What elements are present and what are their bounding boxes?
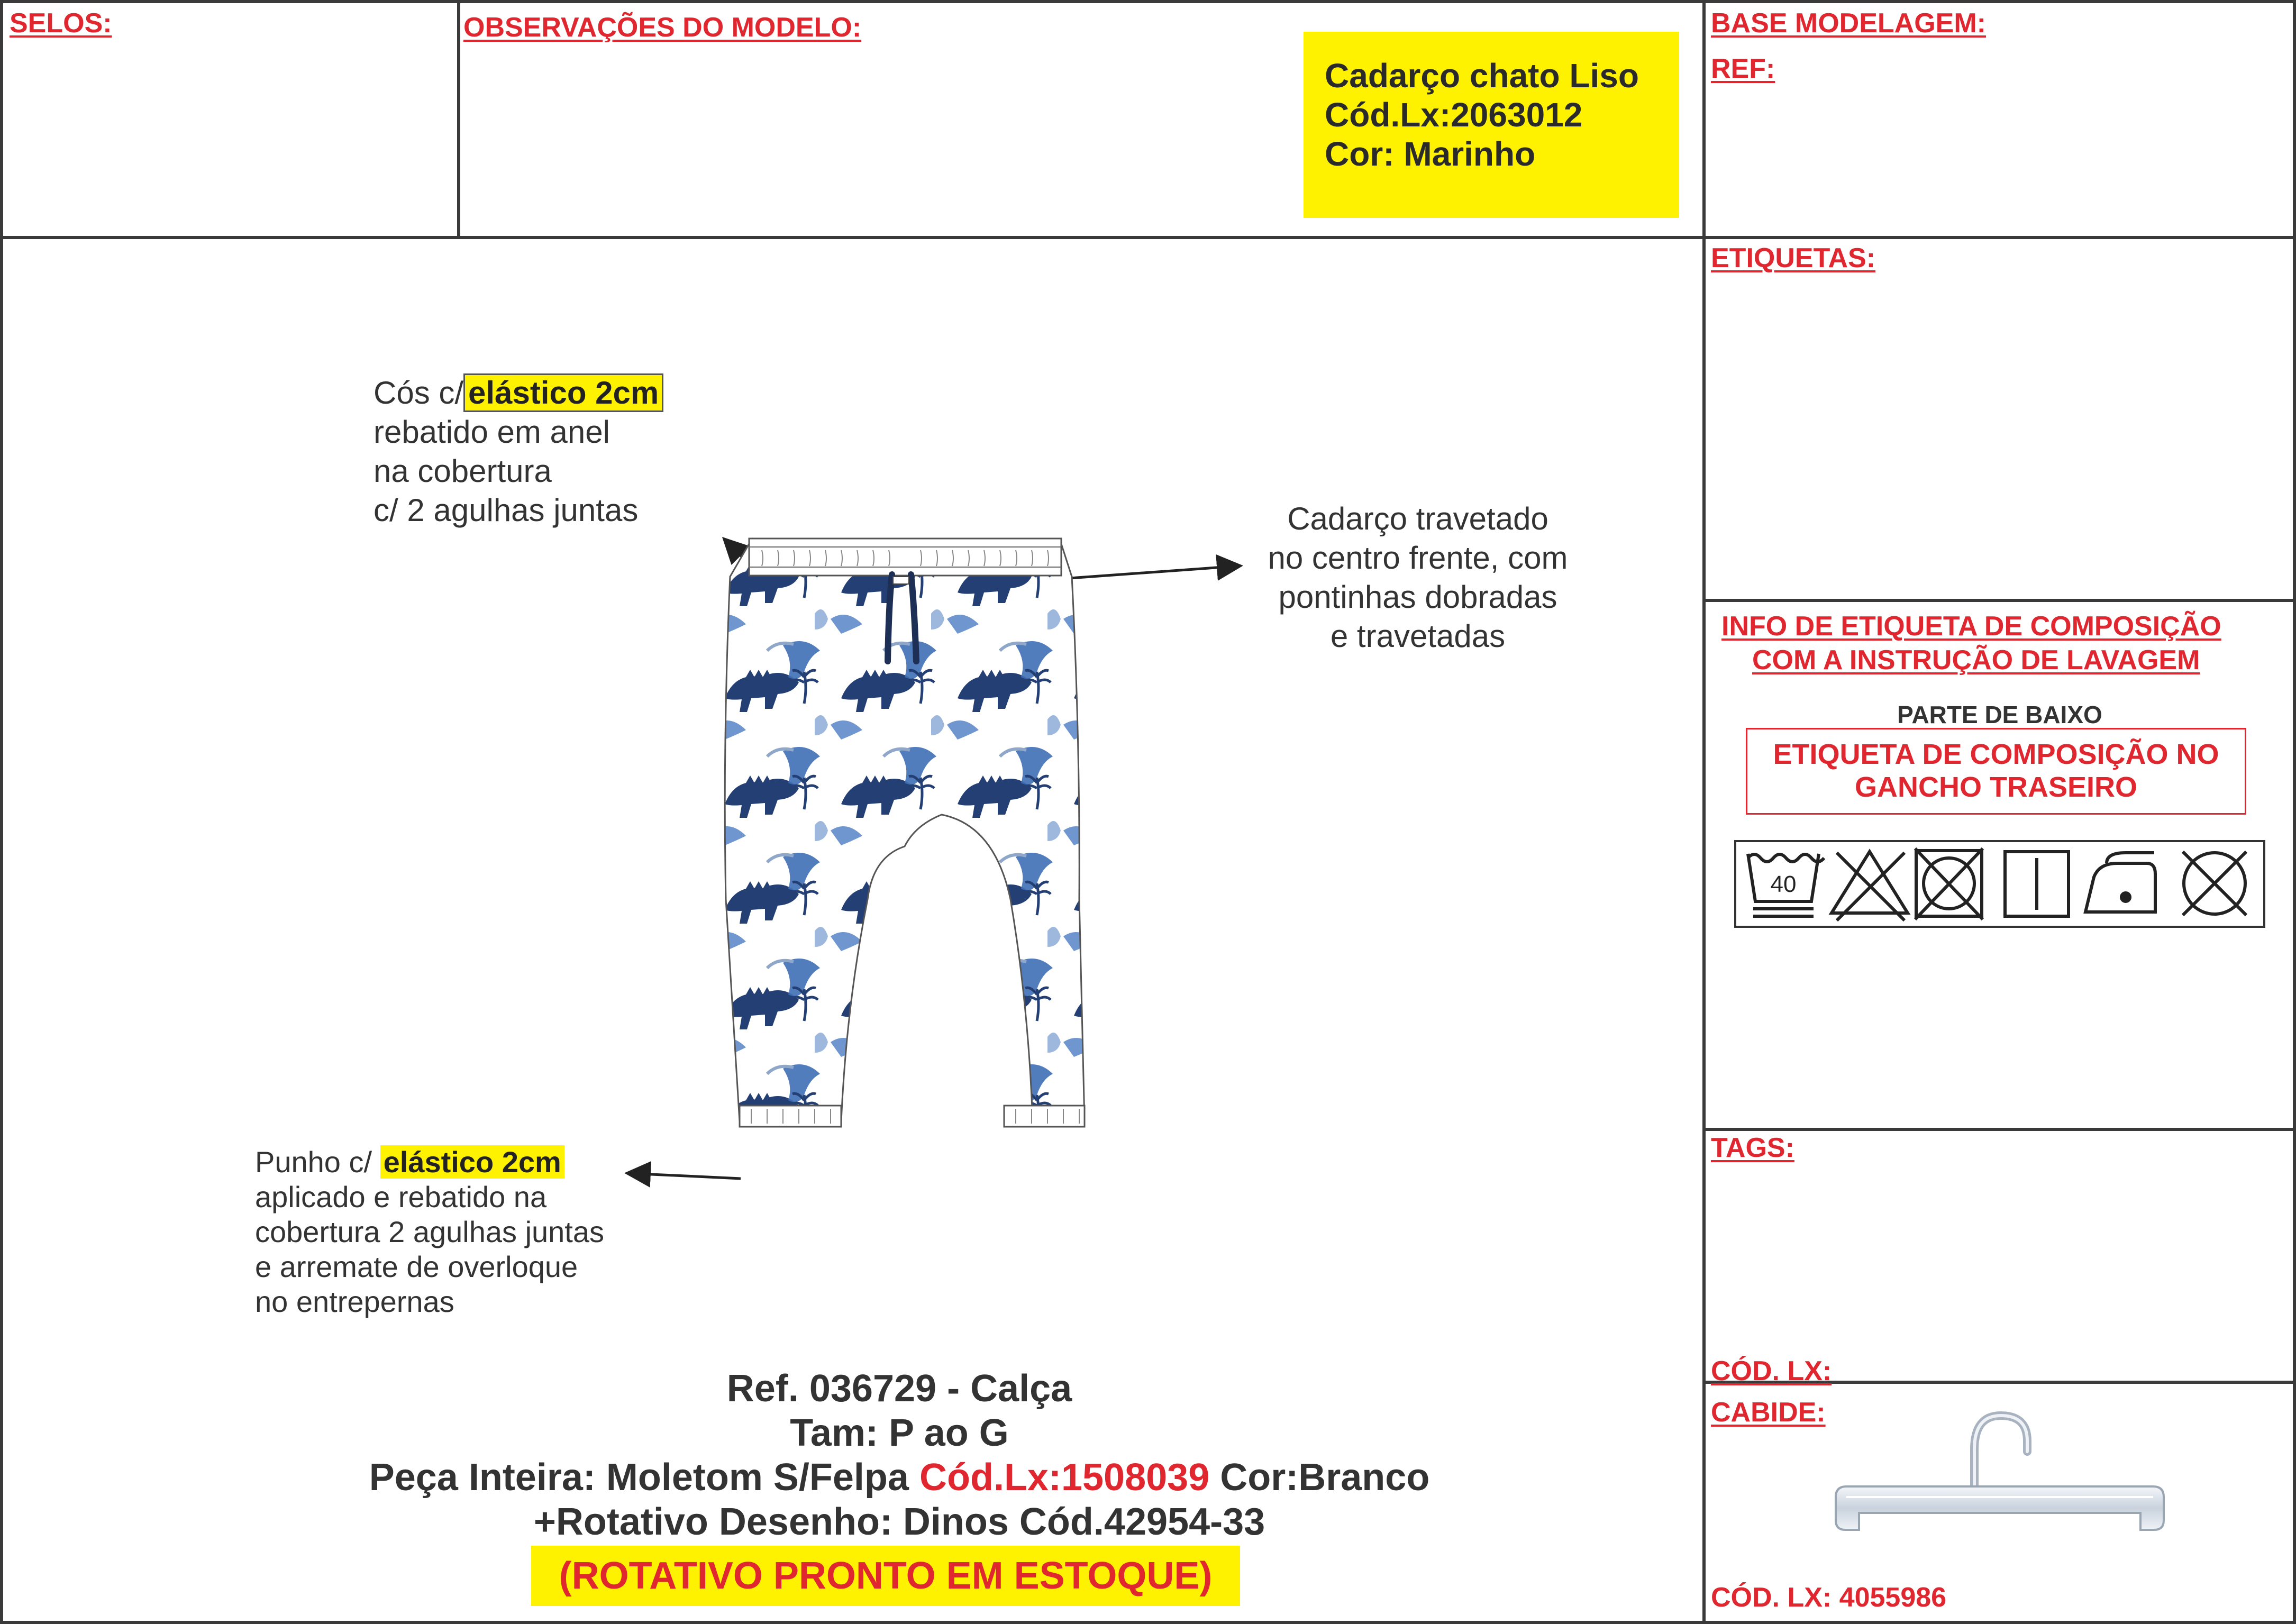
cabide-cod-label: CÓD. LX: 4055986 [1711, 1582, 1947, 1613]
product-ref: Ref. 036729 - Calça [726, 1367, 1072, 1410]
info-etiqueta-line2: COM A INSTRUÇÃO DE LAVAGEM [1752, 645, 2200, 676]
stock-note [531, 1546, 1240, 1606]
cuff-line3: cobertura 2 agulhas juntas [255, 1215, 604, 1248]
composicao-note-line2: GANCHO TRASEIRO [1854, 771, 2137, 803]
waistband-line3: na cobertura [373, 453, 552, 489]
cuff-highlight: elástico 2cm [380, 1145, 564, 1179]
stock-note-text: (ROTATIVO PRONTO EM ESTOQUE) [559, 1555, 1213, 1597]
selos-label: SELOS: [10, 8, 112, 39]
ref-label: REF: [1711, 53, 1775, 84]
base-modelagem-label: BASE MODELAGEM: [1711, 8, 1986, 39]
fabric-code: Cód.Lx:1508039 [919, 1456, 1210, 1499]
etiquetas-label: ETIQUETAS: [1711, 243, 1876, 273]
product-fabric-line [0, 1456, 1799, 1499]
wash-40-icon [1748, 854, 1824, 916]
cord-note-line2: Cód.Lx:2063012 [1325, 96, 1583, 134]
no-dry-clean-icon [2183, 852, 2246, 915]
drawcord-line4: e travetadas [1330, 618, 1506, 654]
hanger-image [1825, 1407, 2174, 1555]
composicao-note-line1: ETIQUETA DE COMPOSIÇÃO NO [1773, 738, 2219, 770]
waistband-line2: rebatido em anel [373, 414, 610, 450]
product-size: Tam: P ao G [790, 1412, 1009, 1454]
info-etiqueta-line1: INFO DE ETIQUETA DE COMPOSIÇÃO [1721, 611, 2221, 642]
cabide-label: CABIDE: [1711, 1397, 1826, 1428]
observacoes-label: OBSERVAÇÕES DO MODELO: [463, 12, 862, 43]
fabric-suffix: Cor:Branco [1220, 1456, 1430, 1499]
cuff-line5: no entrepernas [255, 1285, 454, 1318]
cuff-line2: aplicado e rebatido na [255, 1180, 547, 1214]
etiquetas-box [1702, 236, 2296, 602]
waistband-highlight: elástico 2cm [463, 373, 663, 412]
waistband-prefix: Cós c/ [373, 375, 464, 410]
tags-label: TAGS: [1711, 1133, 1794, 1163]
drawcord-line3: pontinhas dobradas [1278, 579, 1557, 615]
line-dry-icon [2005, 852, 2069, 916]
parte-de-baixo-label: PARTE DE BAIXO [1897, 701, 2102, 728]
drawcord-line2: no centro frente, com [1268, 540, 1568, 576]
composicao-note-box [1746, 728, 2246, 815]
cord-note-line3: Cor: Marinho [1325, 135, 1536, 173]
pants-drawing [714, 529, 1095, 1217]
cuff-prefix: Punho c/ [255, 1145, 372, 1179]
fabric-prefix: Peça Inteira: Moletom S/Felpa [369, 1456, 909, 1499]
wash-temperature: 40 [1770, 871, 1797, 897]
care-symbols-strip [1734, 840, 2265, 928]
waistband-line4: c/ 2 agulhas juntas [373, 492, 639, 528]
product-print-line: +Rotativo Desenho: Dinos Cód.42954-33 [533, 1501, 1265, 1543]
tags-box [1702, 1128, 2296, 1384]
no-bleach-icon [1832, 852, 1908, 920]
drawcord-line1: Cadarço travetado [1287, 501, 1548, 536]
iron-low-icon [2085, 853, 2155, 912]
no-tumble-dry-icon [1915, 849, 1983, 919]
cod-lx-label: CÓD. LX: [1711, 1356, 1832, 1386]
cuff-line4: e arremate de overloque [255, 1250, 578, 1283]
cord-note-line1: Cadarço chato Liso [1325, 57, 1639, 95]
